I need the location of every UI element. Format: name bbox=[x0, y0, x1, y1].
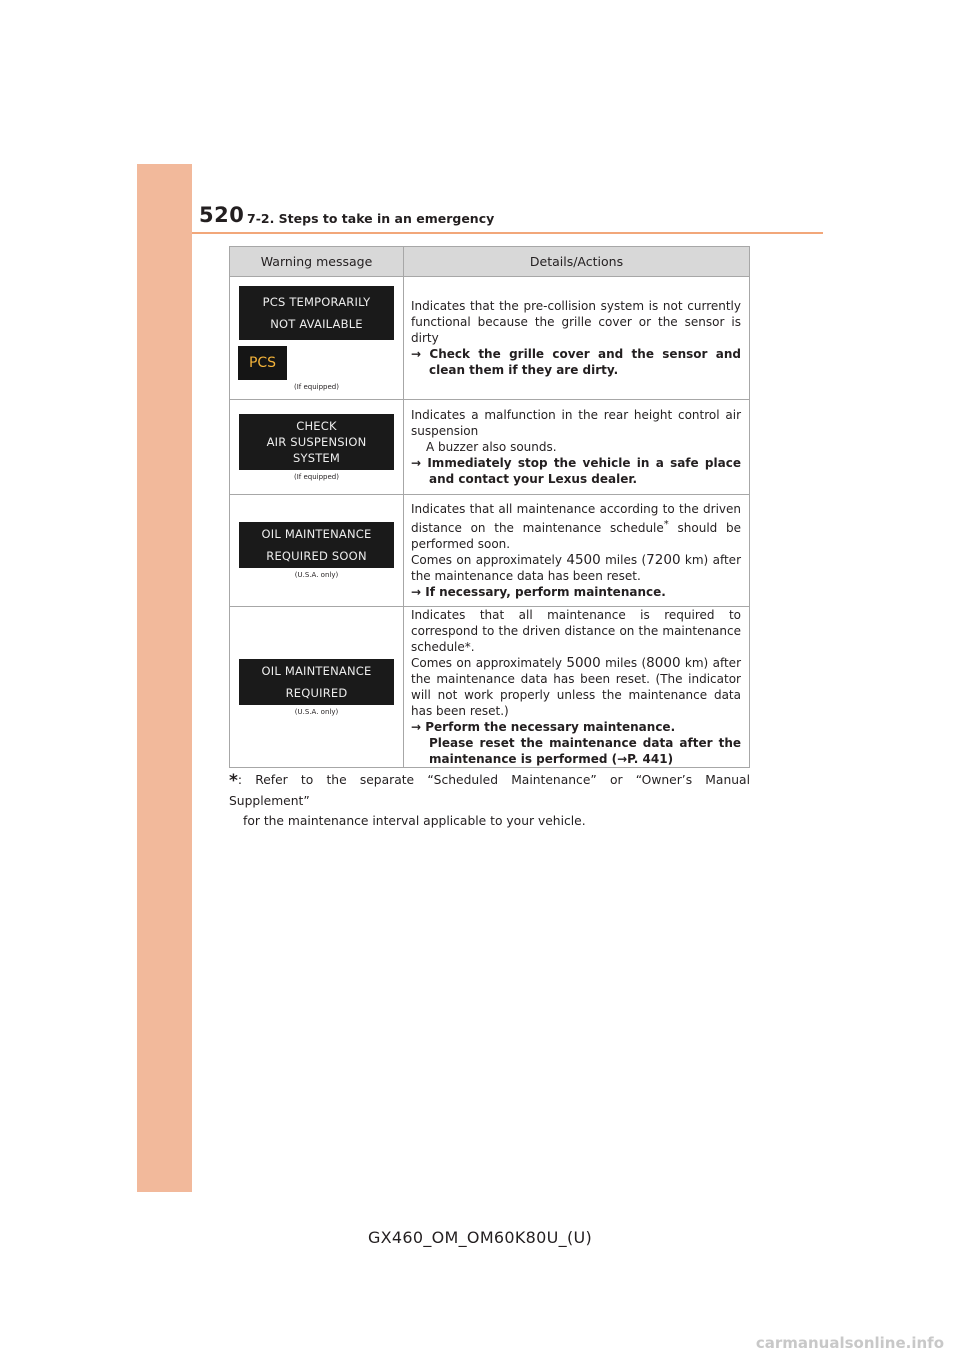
action-text: → If necessary, perform maintenance. bbox=[411, 585, 666, 599]
page-reference-link[interactable]: P. 441 bbox=[627, 752, 668, 766]
mileage-description: Comes on approximately 5000 miles (8000 km) after the maintenance data has been reset. (The indicator will not work properly unless the maintenance data has been reset.) bbox=[411, 655, 741, 718]
region-note: (U.S.A. only) bbox=[294, 571, 339, 579]
column-header-warning-message: Warning message bbox=[230, 247, 404, 277]
action-text: → Perform the necessary maintenance. bbox=[411, 720, 676, 734]
page-number: 520 bbox=[199, 203, 245, 227]
equipment-note: (If equipped) bbox=[294, 382, 339, 391]
footnote-asterisk: * bbox=[229, 771, 238, 791]
table-row bbox=[230, 400, 750, 495]
message-cell bbox=[230, 400, 404, 495]
buzzer-note: A buzzer also sounds. bbox=[426, 440, 557, 454]
pcs-indicator-icon: PCS bbox=[238, 346, 287, 380]
region-note: (U.S.A. only) bbox=[294, 707, 339, 716]
description: Indicates that all maintenance is required to correspond to the driven distance on the maintenance schedule*. bbox=[411, 608, 741, 654]
warning-screen: OIL MAINTENANCE REQUIRED bbox=[239, 659, 394, 705]
details-cell bbox=[404, 607, 750, 768]
warning-table bbox=[229, 246, 750, 768]
arrow-icon: → bbox=[411, 456, 422, 470]
description: Indicates that all maintenance according to the driven distance on the maintenance schedule* should be performed soon. bbox=[411, 502, 741, 551]
details-cell bbox=[404, 400, 750, 495]
mileage-description: Comes on approximately 4500 miles (7200 km) after the maintenance data has been reset. bbox=[411, 552, 741, 583]
header-rule bbox=[192, 232, 823, 234]
message-cell bbox=[230, 277, 404, 400]
table-row bbox=[230, 277, 750, 400]
warning-screen: CHECK AIR SUSPENSION SYSTEM bbox=[239, 414, 394, 470]
table-row bbox=[230, 607, 750, 768]
arrow-icon: → bbox=[411, 720, 422, 734]
arrow-icon: → bbox=[411, 585, 422, 599]
section-title: 7-2. Steps to take in an emergency bbox=[247, 211, 495, 226]
message-cell bbox=[230, 495, 404, 607]
warning-screen: PCS TEMPORARILY NOT AVAILABLE bbox=[239, 286, 394, 340]
table-row bbox=[230, 495, 750, 607]
column-header-details: Details/Actions bbox=[404, 247, 750, 277]
reset-instruction: Please reset the maintenance data after the maintenance is performed (→P. 441) bbox=[429, 736, 741, 766]
table-header-row bbox=[230, 247, 750, 277]
footnote: *: Refer to the separate “Scheduled Maintenance” or “Owner’s Manual Supplement” for the maintenance interval applicable to your vehicle. bbox=[229, 771, 750, 828]
watermark: carmanualsonline.info bbox=[755, 1334, 944, 1352]
message-cell bbox=[230, 607, 404, 768]
action-text: → Check the grille cover and the sensor and clean them if they are dirty. bbox=[411, 347, 741, 377]
document-code: GX460_OM_OM60K80U_(U) bbox=[367, 1228, 593, 1247]
equipment-note: (If equipped) bbox=[294, 472, 339, 481]
warning-screen: OIL MAINTENANCE REQUIRED SOON bbox=[239, 522, 394, 568]
action-text: → Immediately stop the vehicle in a safe place and contact your Lexus dealer. bbox=[411, 456, 741, 486]
arrow-icon: → bbox=[411, 347, 422, 361]
footnote-marker: * bbox=[663, 519, 669, 530]
description: Indicates that the pre-collision system is not currently functional because the grille cover or the sensor is dirty bbox=[411, 299, 741, 345]
side-band bbox=[137, 164, 192, 1192]
details-cell bbox=[404, 277, 750, 400]
arrow-icon: → bbox=[617, 752, 628, 766]
description: Indicates a malfunction in the rear height control air suspension bbox=[411, 408, 741, 438]
details-cell bbox=[404, 495, 750, 607]
